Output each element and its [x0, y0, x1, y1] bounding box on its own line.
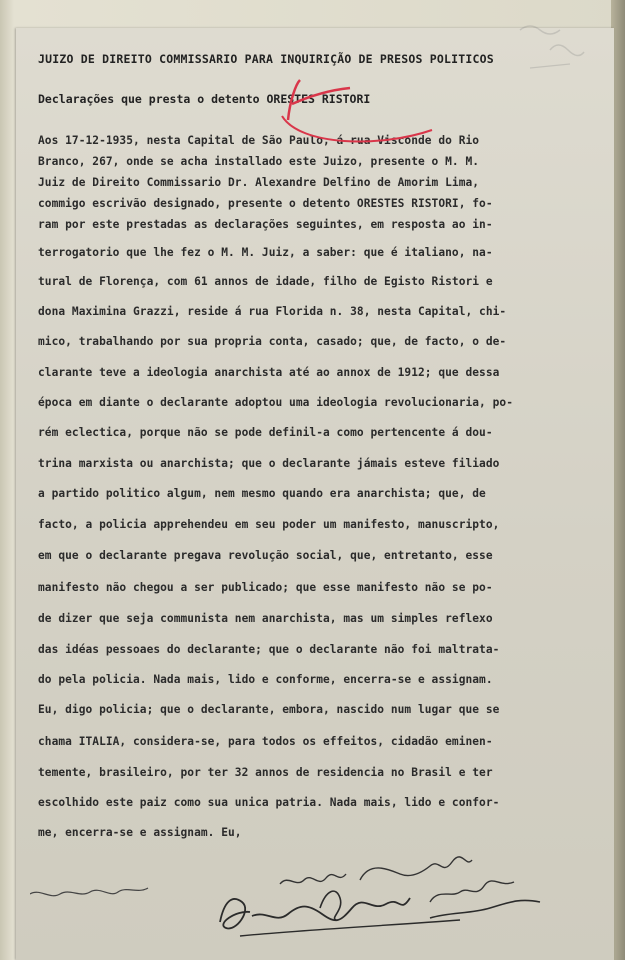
document-header: JUIZO DE DIREITO COMMISSARIO PARA INQUIRIÇÃO DE PRESOS POLITICOS	[38, 52, 494, 66]
body-line: época em diante o declarante adoptou uma ideologia revolucionaria, po-	[38, 396, 513, 409]
declaration-body	[38, 134, 598, 840]
body-line: das idéas pessoaes do declarante; que o declarante não foi maltrata-	[38, 643, 500, 656]
body-line: rém eclectica, porque não se pode definil-a como pertencente á dou-	[38, 426, 493, 439]
body-line: Eu, digo policia; que o declarante, embora, nascido num lugar que se	[38, 703, 500, 716]
body-line: tural de Florença, com 61 annos de idade, filho de Egisto Ristori e	[38, 275, 493, 288]
body-line: manifesto não chegou a ser publicado; que esse manifesto não se po-	[38, 581, 493, 594]
declaration-intro: Declarações que presta o detento ORESTES RISTORI	[38, 92, 371, 106]
body-line: commigo escrivão designado, presente o detento ORESTES RISTORI, fo-	[38, 197, 493, 210]
body-line: ram por este prestadas as declarações seguintes, em resposta ao in-	[38, 218, 493, 231]
body-line: dona Maximina Grazzi, reside á rua Florida n. 38, nesta Capital, chi-	[38, 305, 507, 318]
typed-text-block	[38, 52, 598, 840]
body-line: de dizer que seja communista nem anarchista, mas um simples reflexo	[38, 612, 493, 625]
handwritten-signatures	[30, 850, 590, 950]
body-line: Branco, 267, onde se acha installado este Juizo, presente o M. M.	[38, 155, 480, 168]
body-line: facto, a policia apprehendeu em seu poder um manifesto, manuscripto,	[38, 518, 500, 531]
body-line: clarante teve a ideologia anarchista até ao annox de 1912; que dessa	[38, 366, 500, 379]
red-pencil-mark	[270, 70, 440, 150]
body-line: Aos 17-12-1935, nesta Capital de São Paulo, á rua Visconde do Rio	[38, 134, 480, 147]
body-line: do pela policia. Nada mais, lido e conforme, encerra-se e assignam.	[38, 673, 493, 686]
body-line: mico, trabalhando por sua propria conta, casado; que, de facto, o de-	[38, 335, 507, 348]
body-line: em que o declarante pregava revolução social, que, entretanto, esse	[38, 549, 493, 562]
body-line: Juiz de Direito Commissario Dr. Alexandre Delfino de Amorim Lima,	[38, 176, 480, 189]
body-line: a partido politico algum, nem mesmo quando era anarchista; que, de	[38, 487, 486, 500]
body-line: escolhido este paiz como sua unica patria. Nada mais, lido e confor-	[38, 796, 500, 809]
body-line: trina marxista ou anarchista; que o declarante jámais esteve filiado	[38, 457, 500, 470]
body-line: me, encerra-se e assignam. Eu,	[38, 826, 242, 839]
body-line: chama ITALIA, considera-se, para todos os effeitos, cidadão eminen-	[38, 735, 493, 748]
body-line: terrogatorio que lhe fez o M. M. Juiz, a saber: que é italiano, na-	[38, 246, 493, 259]
body-line: temente, brasileiro, por ter 32 annos de residencia no Brasil e ter	[38, 766, 493, 779]
